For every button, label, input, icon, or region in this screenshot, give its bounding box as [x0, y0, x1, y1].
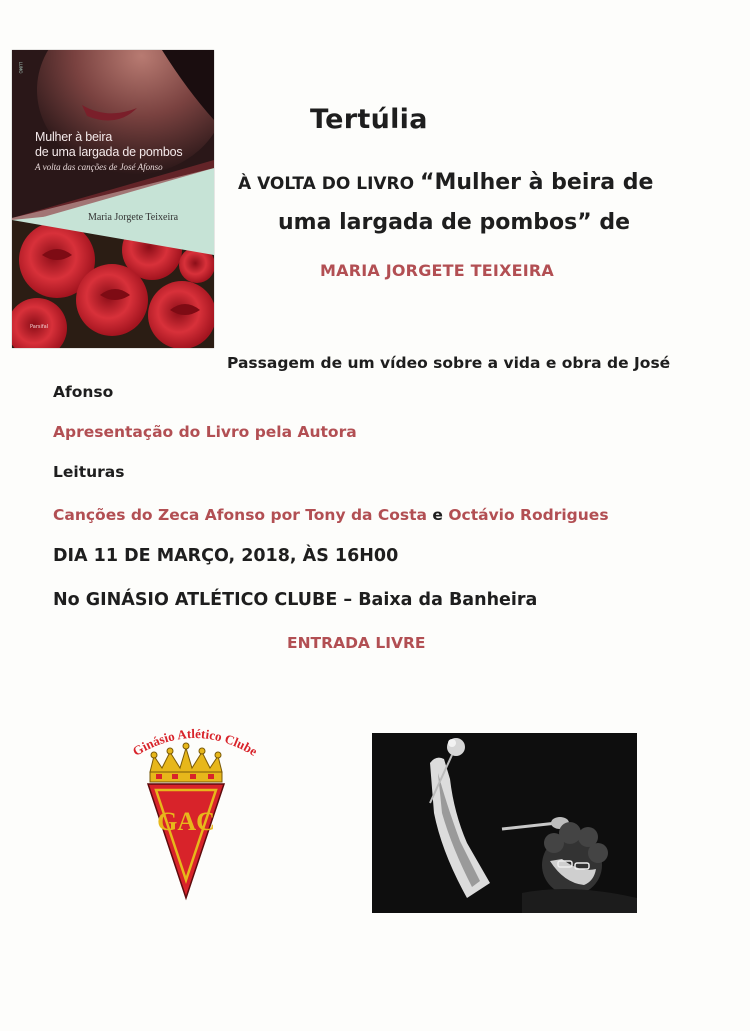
club-initials: GAC: [157, 807, 215, 836]
event-date: DIA 11 DE MARÇO, 2018, ÀS 16H00: [53, 546, 399, 566]
singer-photo: [372, 733, 637, 913]
cover-publisher: Parsifal: [30, 324, 49, 330]
book-cover: [12, 50, 214, 348]
book-cover-art-icon: [12, 50, 214, 348]
intro-prefix: À VOLTA DO LIVRO: [238, 174, 421, 194]
book-title-part1: “Mulher à beira de: [420, 170, 654, 195]
readings-line: Leituras: [53, 463, 125, 481]
cover-title-line1: Mulher à beira: [35, 130, 113, 144]
presentation-line: Apresentação do Livro pela Autora: [53, 423, 357, 441]
club-name-arc: Ginásio Atlético Clube: [129, 725, 261, 759]
cover-subtitle: A volta das canções de José Afonso: [35, 162, 163, 172]
book-intro-line: [238, 170, 653, 195]
songs-part2: Octávio Rodrigues: [448, 506, 609, 524]
songs-line: [53, 506, 609, 524]
shield-icon: [148, 784, 224, 898]
songs-part1: Canções do Zeca Afonso por Tony da Costa: [53, 506, 428, 524]
cover-author: Maria Jorgete Teixeira: [88, 212, 179, 223]
crown-icon: [150, 743, 222, 782]
cover-title-line2: de uma largada de pombos: [35, 145, 183, 159]
book-title-part2: uma largada de pombos” de: [278, 210, 631, 235]
video-line-2: Afonso: [53, 383, 114, 401]
singer-photo-icon: [372, 733, 637, 913]
cover-spine-mark: LUMO: [18, 62, 23, 74]
club-crest-icon: [110, 718, 280, 913]
entry-free: ENTRADA LIVRE: [287, 634, 426, 652]
club-logo: [110, 718, 280, 913]
event-location: No GINÁSIO ATLÉTICO CLUBE – Baixa da Banheira: [53, 590, 538, 610]
songs-connector: e: [427, 506, 449, 524]
cover-title: [35, 130, 182, 160]
video-line-1: Passagem de um vídeo sobre a vida e obra de José: [227, 354, 671, 372]
author-name: MARIA JORGETE TEIXEIRA: [320, 261, 555, 280]
poster-title: Tertúlia: [310, 104, 428, 135]
